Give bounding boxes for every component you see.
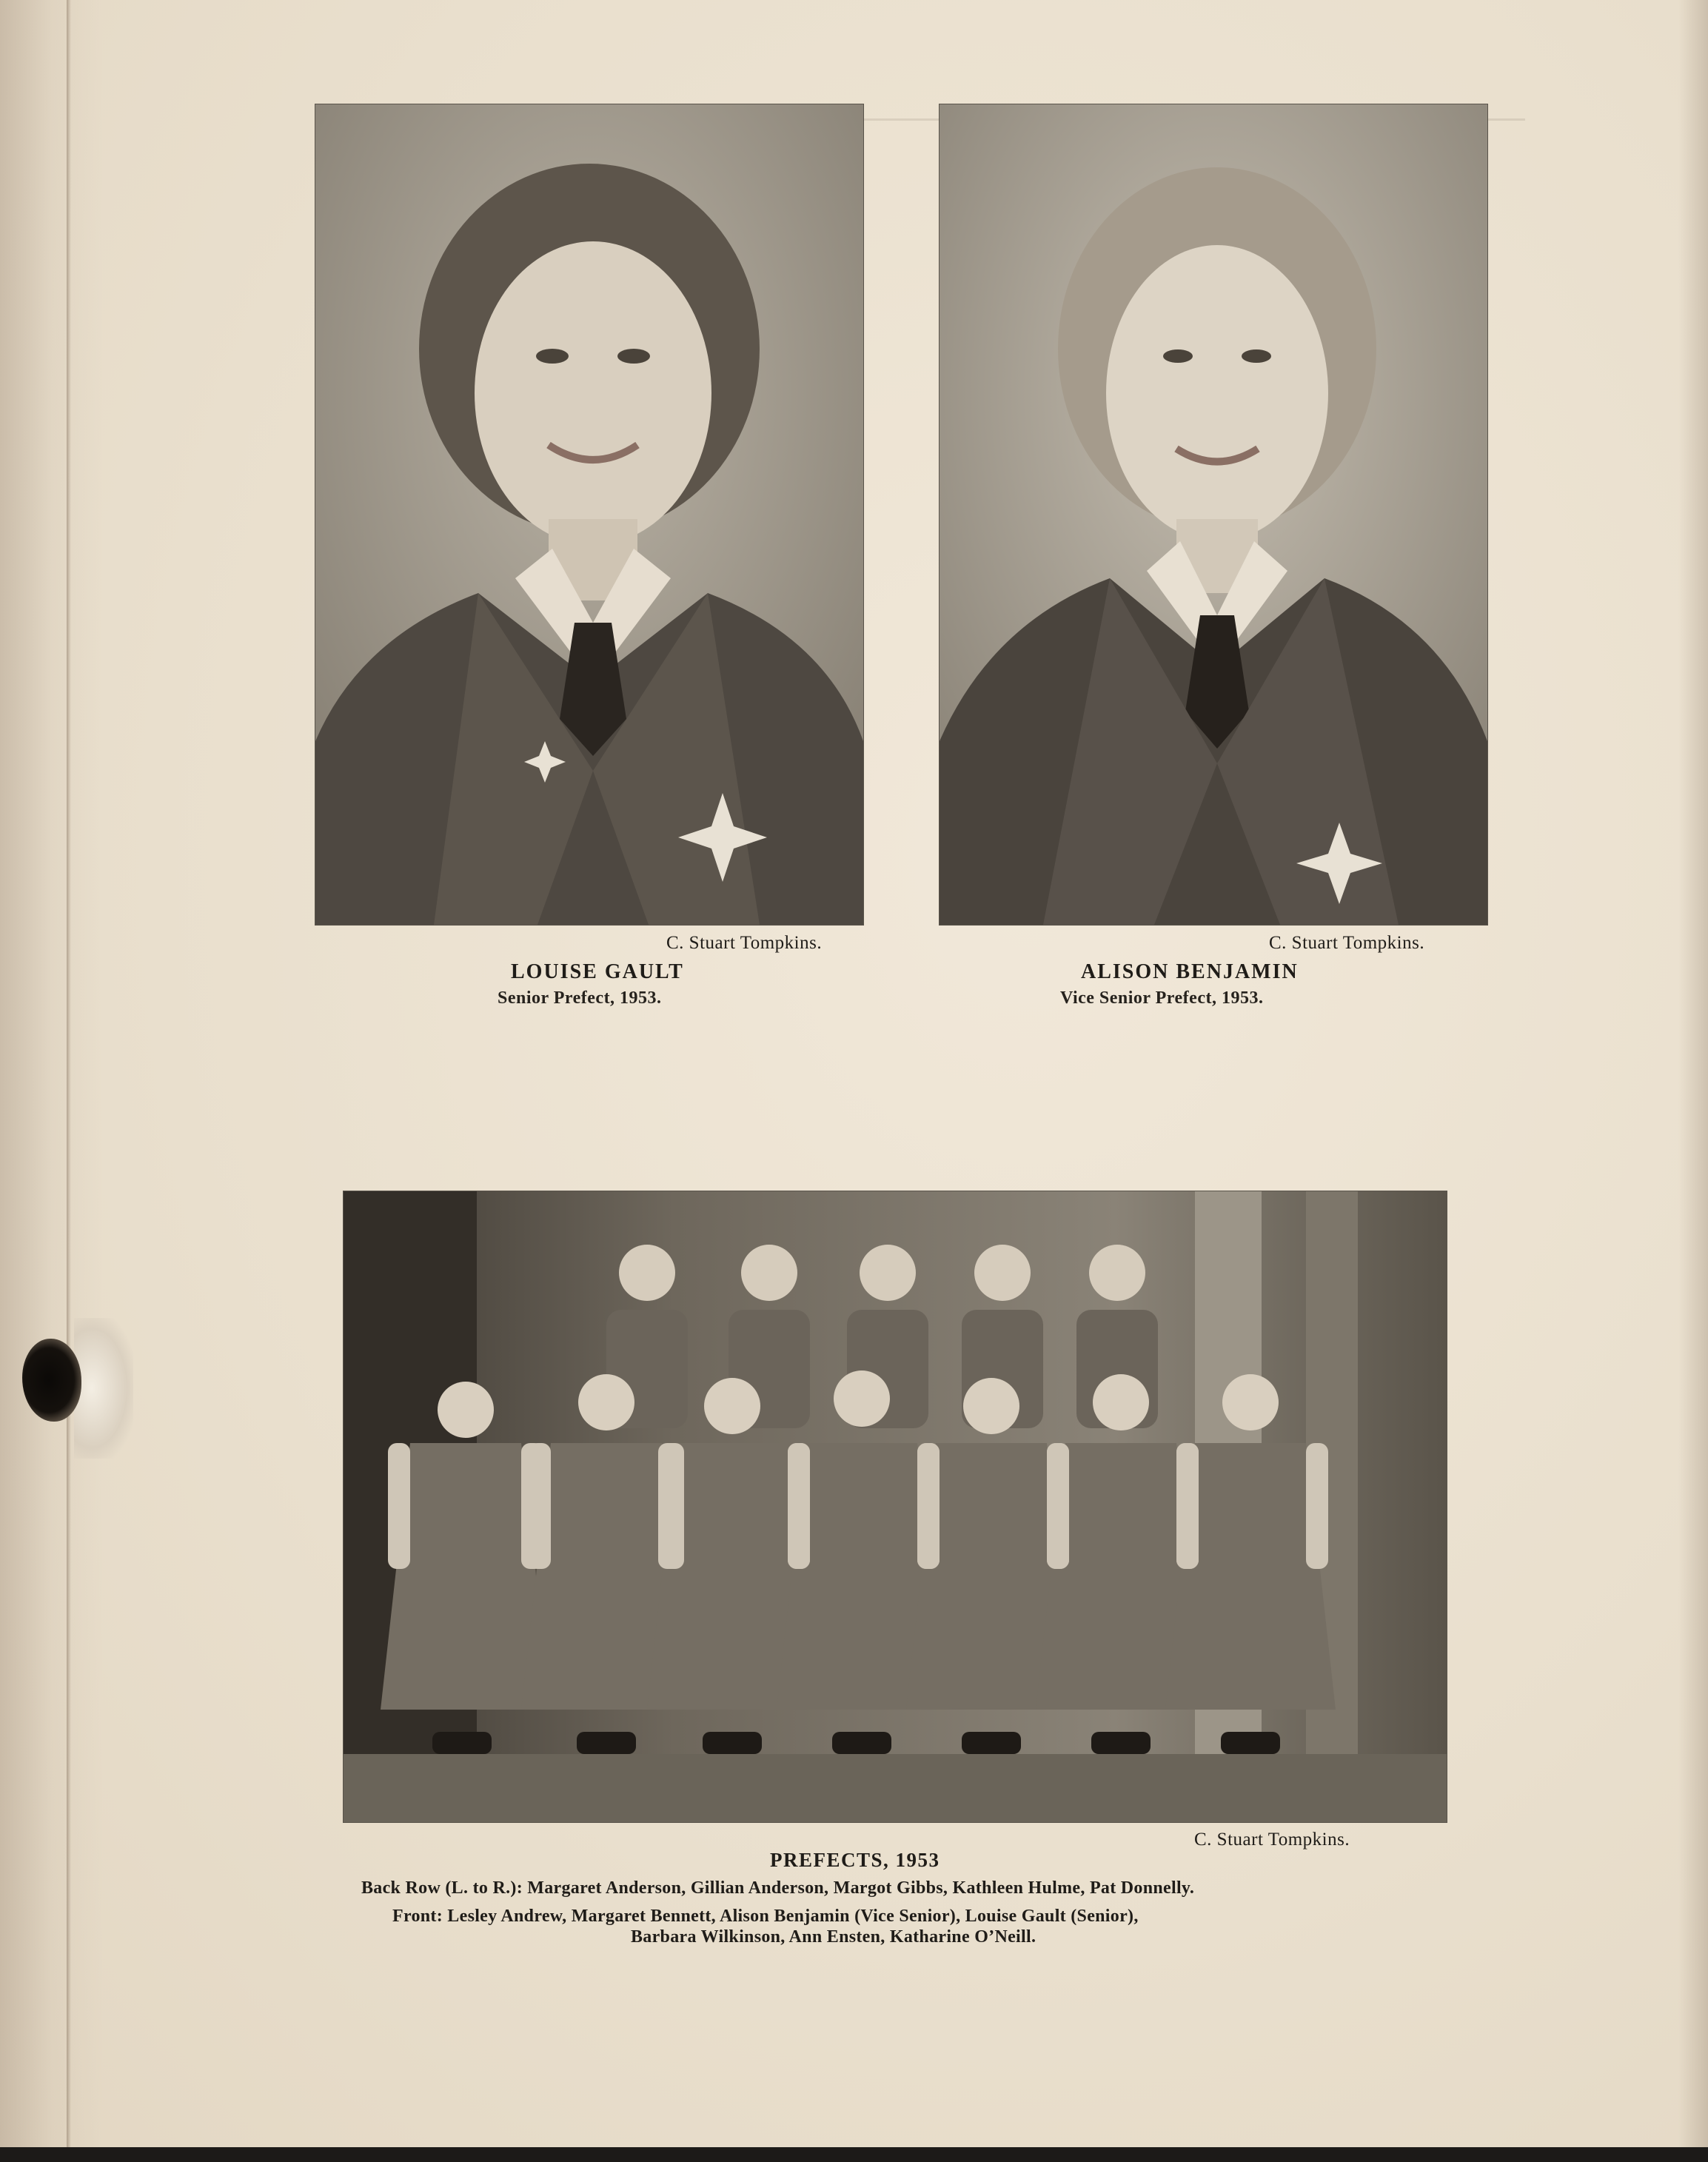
prefect-name: LOUISE GAULT [511, 960, 684, 983]
portrait-illustration [315, 104, 863, 925]
prefect-role: Senior Prefect, 1953. [498, 988, 662, 1008]
portrait-photo-louise-gault [315, 104, 864, 926]
prefect-name: ALISON BENJAMIN [1081, 960, 1299, 983]
front-row-names: Front: Lesley Andrew, Margaret Bennett, Alison Benjamin (Vice Senior), Louise Gault (Senior), [392, 1907, 1139, 1926]
photo-credit: C. Stuart Tompkins. [1194, 1830, 1350, 1850]
back-row-names: Back Row (L. to R.): Margaret Anderson, Gillian Anderson, Margot Gibbs, Kathleen Hulme, Pat Donnelly. [361, 1878, 1195, 1898]
group-caption-title: PREFECTS, 1953 [770, 1849, 940, 1871]
photo-credit: C. Stuart Tompkins. [1269, 933, 1425, 953]
page-spine-shadow [67, 0, 71, 2147]
photo-credit: C. Stuart Tompkins. [666, 933, 823, 953]
group-illustration [344, 1191, 1447, 1822]
prefect-role: Vice Senior Prefect, 1953. [1060, 988, 1264, 1008]
paper-tear [74, 1318, 133, 1459]
portrait-photo-alison-benjamin [939, 104, 1488, 926]
group-photo-prefects [343, 1191, 1447, 1823]
portrait-illustration [940, 104, 1487, 925]
front-row-names-continued: Barbara Wilkinson, Ann Ensten, Katharine O’Neill. [631, 1927, 1036, 1947]
binding-hole [22, 1339, 81, 1422]
